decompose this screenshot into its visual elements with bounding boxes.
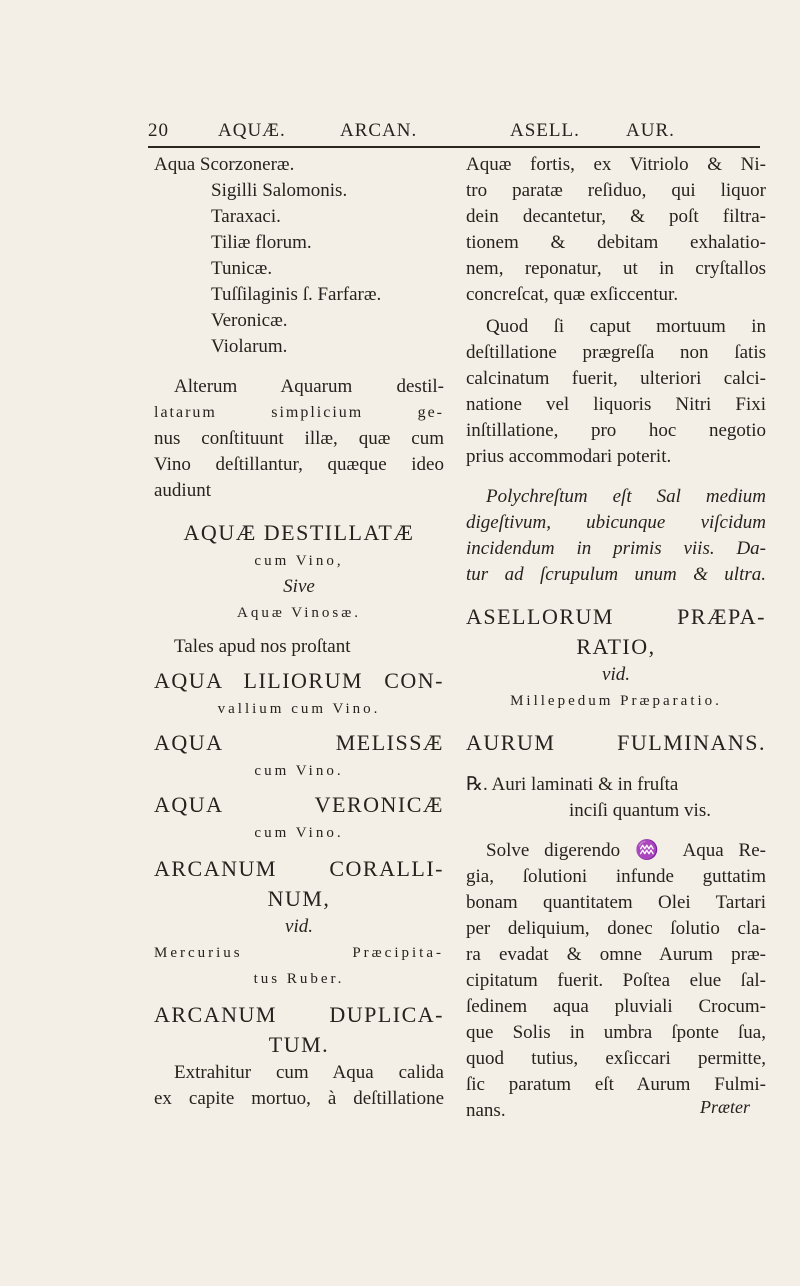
- aurum-heading: [466, 728, 766, 758]
- list-item: Aqua Scorzoneræ.: [154, 154, 295, 175]
- melissae-heading: [154, 728, 444, 784]
- heading-line: vid.: [602, 664, 630, 685]
- list-item: Violarum.: [211, 336, 288, 357]
- header-word-aur: AUR.: [626, 120, 675, 141]
- text-line: cipitatum fuerit. Poſtea elue ſal-: [466, 970, 766, 991]
- duplicatum-heading: [154, 1000, 444, 1060]
- heading-line: Aquæ Vinosæ.: [236, 605, 361, 621]
- text-line: nem, reponatur, ut in cryſtallos: [466, 258, 766, 279]
- heading-line: AQUA LILIORUM CON-: [154, 668, 444, 693]
- list-item: Sigilli Salomonis.: [211, 180, 348, 201]
- text-line: prius accommodari poterit.: [466, 446, 672, 467]
- text-line: que Solis in umbra ſponte ſua,: [466, 1022, 766, 1043]
- text-line: ℞. Auri laminati & in fruſta: [466, 774, 679, 795]
- text-line: Extrahitur cum Aqua calida: [174, 1062, 444, 1083]
- page-number: 20: [148, 120, 169, 141]
- asellorum-heading: [466, 602, 766, 714]
- text-line: ſedinem aqua pluviali Crocum-: [466, 996, 766, 1017]
- text-line: deſtillatione prægreſſa non ſatis: [466, 342, 766, 363]
- heading-line: vid.: [285, 916, 313, 937]
- left-column: [154, 152, 444, 1112]
- text-line: natione vel liquoris Nitri Fixi: [466, 394, 766, 415]
- header-word-arcan: ARCAN.: [340, 120, 418, 141]
- text-line: bonam quantitatem Olei Tartari: [466, 892, 766, 913]
- right-column: [466, 152, 766, 1124]
- recipe-paragraph: [466, 772, 766, 824]
- heading-line: Millepedum Præparatio.: [510, 693, 722, 709]
- text-line: ex capite mortuo, à deſtillatione: [154, 1088, 444, 1109]
- veronicae-heading: [154, 790, 444, 846]
- text-line: Aquæ fortis, ex Vitriolo & Ni-: [466, 154, 766, 175]
- heading-line: AQUA VERONICÆ: [154, 792, 444, 817]
- text-line: Quod ſi caput mortuum in: [486, 316, 766, 337]
- list-item: Tuſſilaginis ſ. Farfaræ.: [211, 284, 382, 305]
- text-line: audiunt: [154, 480, 211, 501]
- alterum-paragraph: [154, 374, 444, 504]
- heading-line: NUM,: [267, 886, 331, 911]
- extrahitur-paragraph: [154, 1060, 444, 1112]
- text-line: gia, ſolutioni infunde guttatim: [466, 866, 766, 887]
- header-rule: [148, 146, 760, 148]
- heading-line: ARCANUM CORALLI-: [154, 856, 444, 881]
- liliorum-heading: [154, 666, 444, 722]
- corallinum-heading: [154, 854, 444, 992]
- aquae-fortis-paragraph: [466, 152, 766, 308]
- catchword: Præter: [700, 1097, 751, 1117]
- heading-line: tus Ruber.: [253, 971, 345, 987]
- heading-line: ARCANUM DUPLICA-: [154, 1002, 444, 1027]
- text-line: per deliquium, donec ſolutio cla-: [466, 918, 766, 939]
- solve-paragraph: [466, 838, 766, 1124]
- heading-line: cum Vino.: [254, 825, 344, 841]
- text-line: digeſtivum, ubicunque viſcidum: [466, 512, 766, 533]
- text-line: Polychreſtum eſt Sal medium: [486, 486, 766, 507]
- text-line: tur ad ſcrupulum unum & ultra.: [466, 564, 766, 585]
- text-line: incidendum in primis viis. Da-: [466, 538, 766, 559]
- text-line: tro paratæ reſiduo, qui liquor: [466, 180, 766, 201]
- destillatae-heading: [154, 518, 444, 626]
- heading-line: cum Vino,: [254, 553, 344, 569]
- heading-line: vallium cum Vino.: [217, 701, 381, 717]
- header-word-aquae: AQUÆ.: [218, 120, 286, 141]
- list-item: Veronicæ.: [211, 310, 288, 331]
- text-line: latarum simplicium ge-: [154, 404, 444, 421]
- polychrestum-paragraph: [466, 484, 766, 588]
- text-line: nus conſtituunt illæ, quæ cum: [154, 428, 444, 449]
- heading-line: AURUM FULMINANS.: [466, 730, 766, 755]
- list-item: Taraxaci.: [211, 206, 281, 227]
- text-line: tionem & debitam exhalatio-: [466, 232, 766, 253]
- text-line: calcinatum fuerit, ulteriori calci-: [466, 368, 766, 389]
- header-word-asell: ASELL.: [510, 120, 580, 141]
- text-line: concreſcat, quæ exſiccentur.: [466, 284, 679, 305]
- heading-line: cum Vino.: [254, 763, 344, 779]
- text-line: Alterum Aquarum destil-: [174, 376, 444, 397]
- tales-line: Tales apud nos proſtant: [174, 636, 351, 657]
- heading-line: Mercurius Præcipita-: [154, 945, 444, 961]
- text-line: dein decantetur, & poſt filtra-: [466, 206, 766, 227]
- text-line: ſic paratum eſt Aurum Fulmi-: [466, 1074, 766, 1095]
- text-line: quod tutius, exſiccari permitte,: [466, 1048, 766, 1069]
- heading-line: AQUA MELISSÆ: [154, 730, 444, 755]
- text-line: inſtillatione, pro hoc negotio: [466, 420, 766, 441]
- running-header: [148, 120, 760, 148]
- text-line: inciſi quantum vis.: [569, 800, 711, 821]
- quod-si-paragraph: [466, 314, 766, 470]
- heading-line: Sive: [283, 576, 315, 597]
- heading-line: TUM.: [268, 1032, 330, 1057]
- heading-line: AQUÆ DESTILLATÆ: [183, 520, 415, 545]
- text-line: ra evadat & omne Aurum præ-: [466, 944, 766, 965]
- heading-line: RATIO,: [576, 634, 656, 659]
- text-line: Solve digerendo ♒ Aqua Re-: [486, 840, 766, 861]
- text-line: Vino deſtillantur, quæque ideo: [154, 454, 444, 475]
- heading-line: ASELLORUM PRÆPA-: [466, 604, 766, 629]
- list-item: Tiliæ florum.: [211, 232, 312, 253]
- text-line: nans.: [466, 1100, 506, 1121]
- list-item: Tunicæ.: [211, 258, 273, 279]
